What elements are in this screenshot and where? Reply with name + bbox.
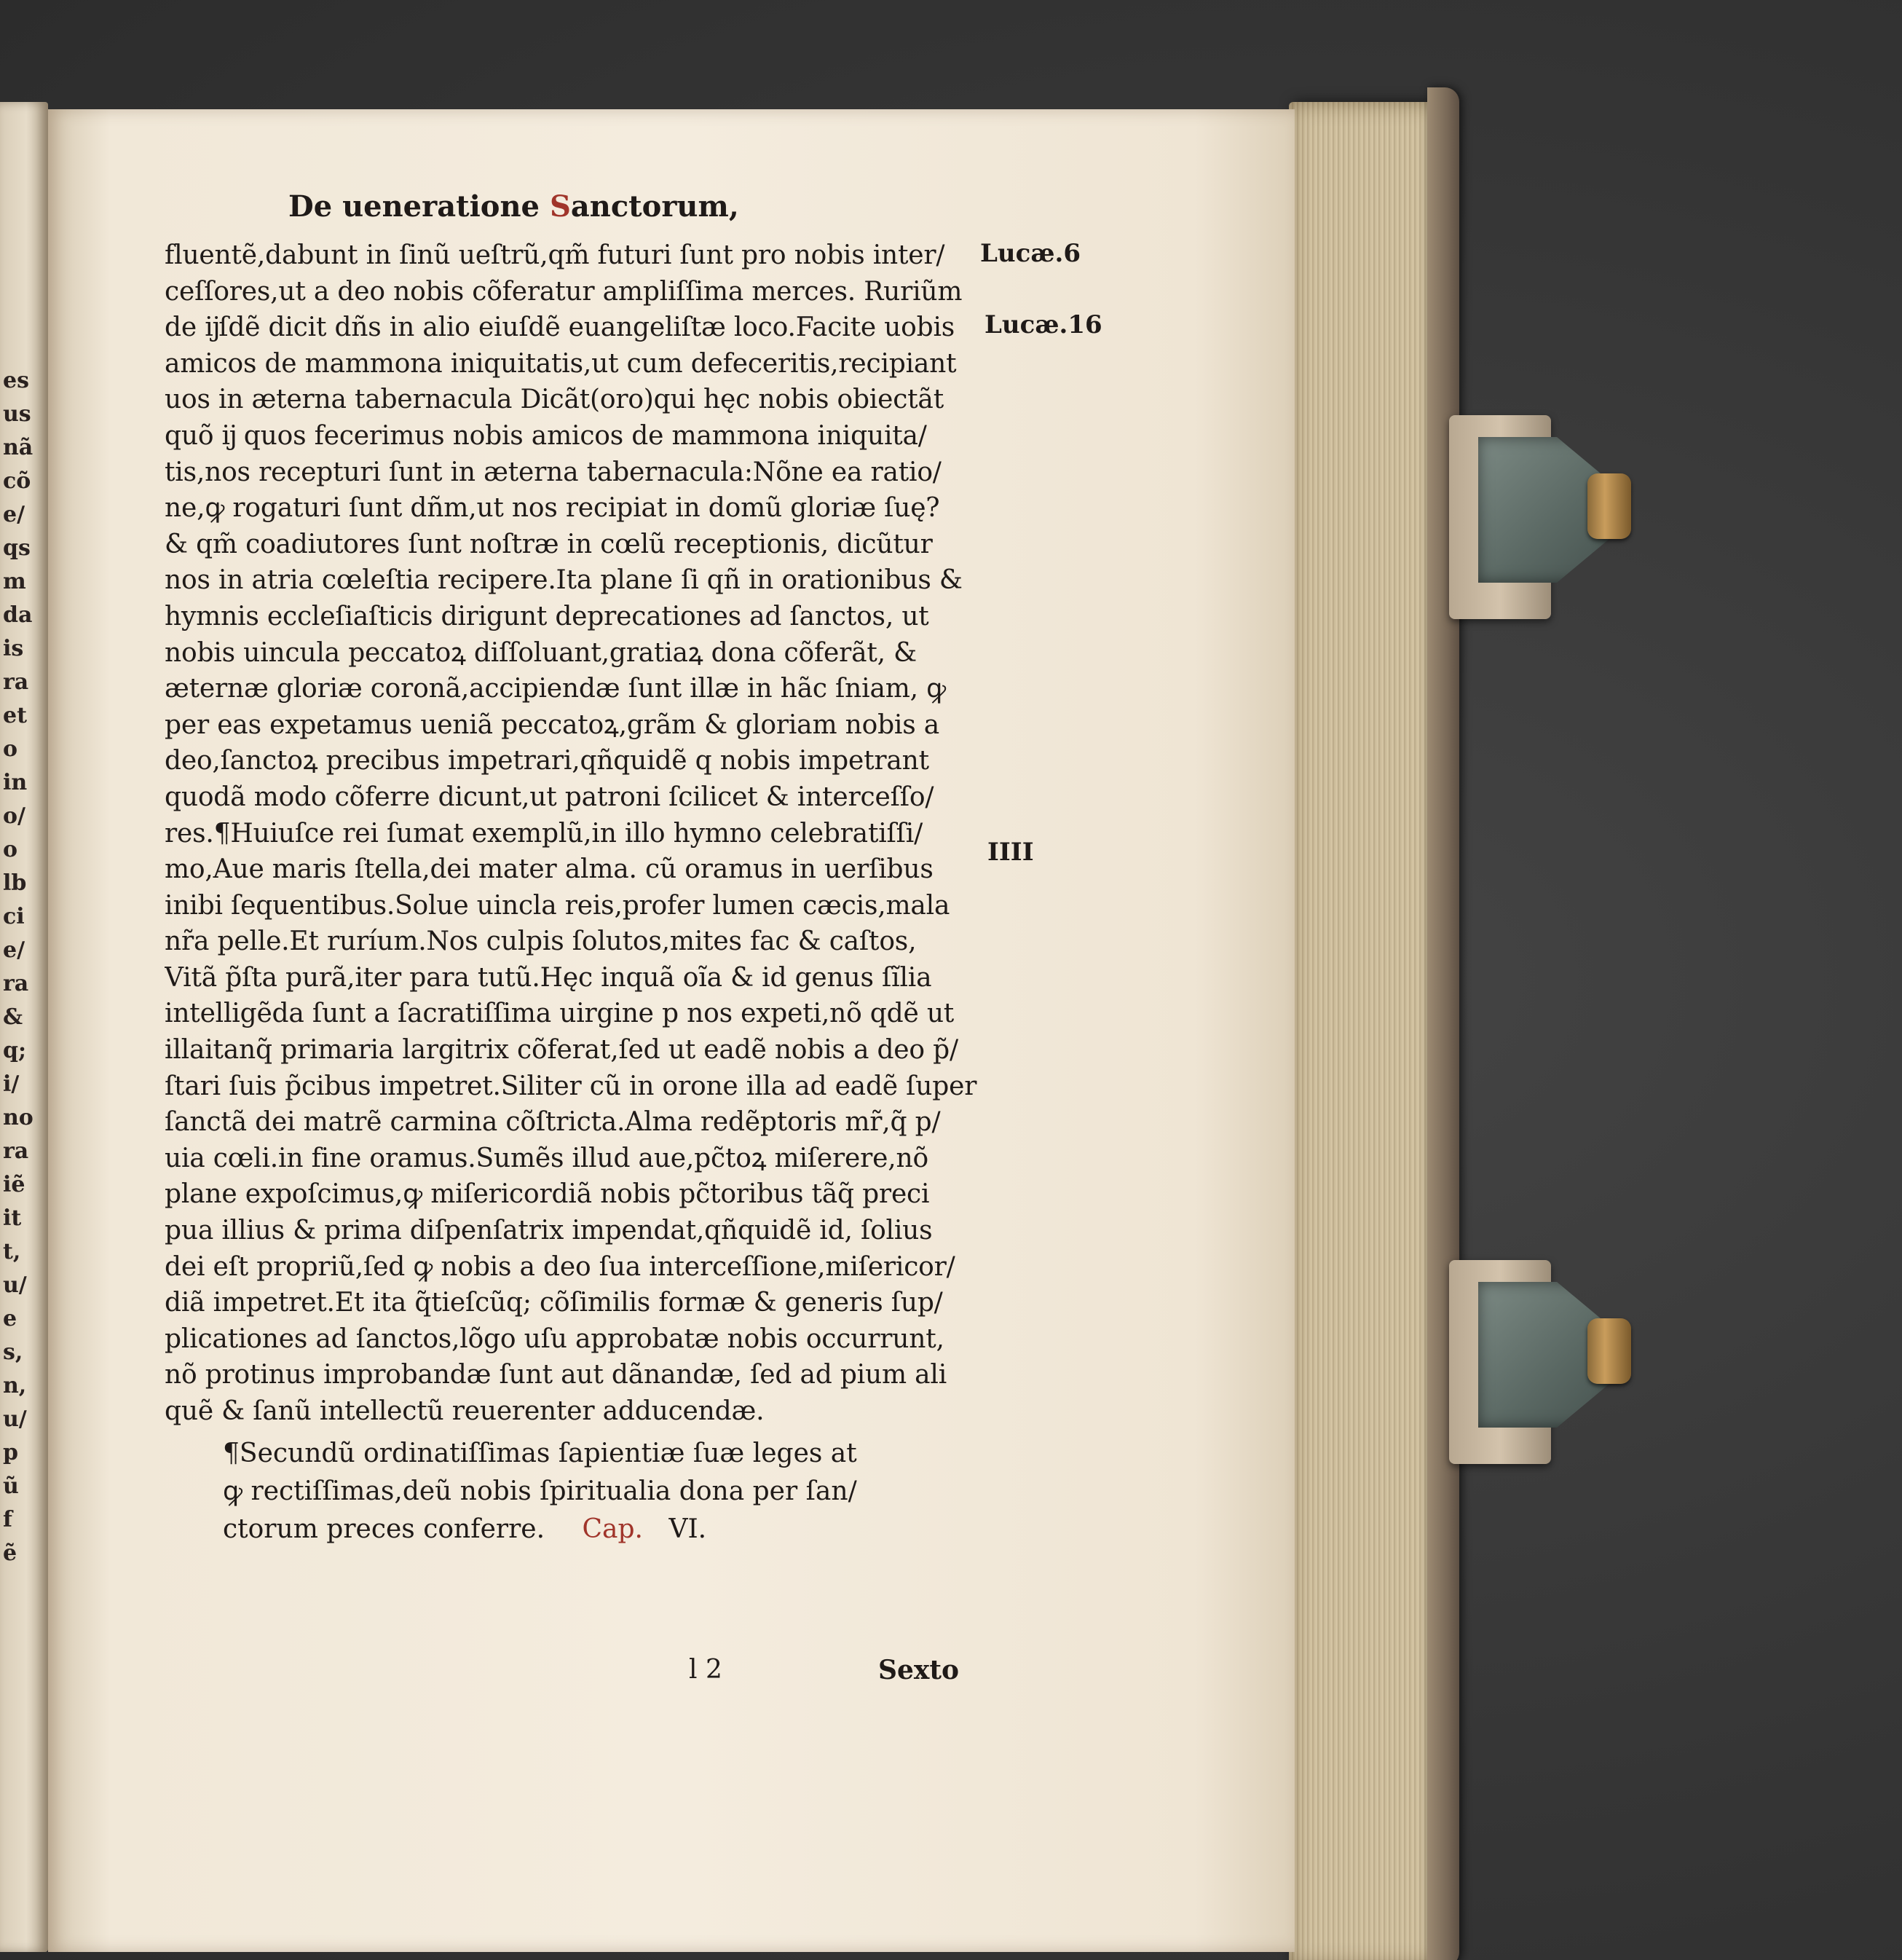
- body-line: nr̃a pelle.Et ruríum.Nos culpis ſolutos,mites fac & caſtos,: [165, 926, 917, 957]
- body-line: intelligẽda ſunt a ſacratiſſima uirgine p nos expeti,nõ qdẽ ut: [165, 999, 955, 1029]
- body-line: illaitanq̃ primaria largitrix cõferat,ſed ut eadẽ nobis a deo p̃/: [165, 1035, 958, 1066]
- page-block-edge: [1289, 102, 1442, 1960]
- body-line: nobis uincula peccatoꝝ diſſoluant,gratiaꝝ dona cõferãt, &: [165, 637, 918, 668]
- body-line: quodã modo cõferre dicunt,ut patroni ſcilicet & interceſſo/: [165, 782, 934, 812]
- body-line: Vitã p̃ſta purã,iter para tutũ.Hęc inquã oĩa & id genus ſĩlia: [165, 962, 932, 993]
- body-line: nõ protinus improbandæ ſunt aut dãnandæ, ſed ad pium ali: [165, 1360, 947, 1390]
- left-page-fragment: in: [3, 770, 28, 795]
- left-page-fragment: et: [3, 703, 27, 728]
- left-page-fragment: is: [3, 636, 24, 661]
- left-page-fragment: us: [3, 401, 31, 427]
- chapter-heading: [223, 1435, 951, 1548]
- left-page-text-fragments: [3, 364, 47, 1570]
- chapter-heading-line-3: [223, 1511, 951, 1548]
- body-line: hymnis eccleſiaſticis dirigunt deprecationes ad ſanctos, ut: [165, 601, 929, 631]
- left-page-fragment: o: [3, 736, 18, 762]
- body-line: uia cœli.in fine oramus.Sumẽs illud aue,pc̃toꝝ miſerere,nõ: [165, 1143, 928, 1173]
- left-page-fragment: ẽ: [3, 1540, 17, 1566]
- left-page-fragment: no: [3, 1105, 33, 1130]
- body-line: ne,ꝙ rogaturi ſunt dñm,ut nos recipiat in domũ gloriæ ſuę?: [165, 493, 940, 524]
- left-page-fragment: ci: [3, 904, 25, 929]
- body-line: quõ ĳ quos fecerimus nobis amicos de mammona iniquita/: [165, 420, 927, 451]
- left-page-fragment: da: [3, 602, 33, 628]
- left-page-fragment: u/: [3, 1272, 27, 1298]
- body-line: quẽ & ſanũ intellectũ reuerenter adducendæ.: [165, 1396, 765, 1426]
- left-page-fragment: e/: [3, 937, 25, 963]
- body-line: ſanctã dei matrẽ carmina cõſtricta.Alma redẽptoris mr̃,q̃ p/: [165, 1107, 941, 1138]
- body-line: inibi ſequentibus.Solue uincla reis,profer lumen cæcis,mala: [165, 890, 950, 921]
- left-page-fragment: u/: [3, 1406, 27, 1432]
- left-page-fragment: s,: [3, 1339, 23, 1365]
- running-head-pre: De ueneratione: [288, 189, 550, 224]
- left-page-fragment: t,: [3, 1239, 21, 1264]
- upper-clasp: [1449, 393, 1638, 641]
- left-page-fragment: es: [3, 368, 29, 393]
- left-page-fragment: q;: [3, 1038, 27, 1063]
- chapter-heading-line-1: ¶Secundũ ordinatiſſimas ſapientiæ ſuæ leges at: [223, 1438, 857, 1468]
- lower-clasp-pin: [1587, 1318, 1631, 1384]
- body-line: amicos de mammona iniquitatis,ut cum defeceritis,recipiant: [165, 348, 957, 379]
- body-line: æternæ gloriæ coronã,accipiendæ ſunt illæ in hãc ſniam, ꝙ: [165, 674, 946, 704]
- body-line: nos in atria cœleſtia recipere.Ita plane ſi qñ in orationibus &: [165, 565, 963, 596]
- left-page-fragment: it: [3, 1205, 22, 1231]
- back-cover: [1427, 87, 1459, 1960]
- upper-clasp-pin: [1587, 473, 1631, 539]
- body-line: plicationes ad ſanctos,lõgo uſu approbatæ nobis occurrunt,: [165, 1323, 944, 1354]
- chapter-heading-line-2: ꝙ rectiſſimas,deũ nobis ſpiritualia dona per ſan/: [223, 1476, 857, 1506]
- marginal-note-luke-6: Lucæ.6: [980, 239, 1081, 268]
- body-line: dei eſt propriũ,ſed ꝙ nobis a deo ſua interceſſione,miſericor/: [165, 1251, 955, 1282]
- body-line: ceſſores,ut a deo nobis cõferatur ampliſſima merces. Ruriũm: [165, 276, 963, 307]
- chapter-number: VI.: [668, 1514, 707, 1544]
- left-page-fragment: o: [3, 837, 18, 862]
- body-text: [165, 237, 1038, 1430]
- running-head: [288, 189, 739, 224]
- body-line: tis,nos recepturi ſunt in æterna tabernacula:Nõne ea ratio/: [165, 457, 942, 487]
- left-page-fragment: iẽ: [3, 1172, 25, 1197]
- left-page-fragment: qs: [3, 535, 31, 561]
- running-head-rubric-initial: S: [549, 189, 571, 224]
- left-page-fragment: o/: [3, 803, 25, 829]
- body-line: deo,ſanctoꝝ precibus impetrari,qñquidẽ q nobis impetrant: [165, 746, 929, 776]
- left-page-fragment: n,: [3, 1373, 27, 1398]
- body-line: de ĳſdẽ dicit dñs in alio eiuſdẽ euangeliſtæ loco.Facite uobis: [165, 312, 955, 343]
- body-line: per eas expetamus ueniã peccatoꝝ,grãm & gloriam nobis a: [165, 709, 940, 740]
- body-line: ſtari ſuis p̃cibus impetret.Siliter cũ in orone illa ad eadẽ ſuper: [165, 1071, 977, 1101]
- left-page-edge: [0, 102, 48, 1952]
- printed-page: [48, 109, 1295, 1952]
- body-line: pua illius & prima diſpenſatrix impendat,qñquidẽ id, ſolius: [165, 1216, 933, 1246]
- left-page-fragment: ra: [3, 971, 29, 996]
- chapter-label: Cap.: [582, 1514, 643, 1544]
- catchword: Sexto: [878, 1655, 960, 1685]
- body-line: & qm̃ coadiutores ſunt noſtræ in cœlũ receptionis, dicũtur: [165, 529, 933, 559]
- left-page-fragment: lb: [3, 870, 27, 896]
- running-head-post: anctorum,: [570, 189, 739, 224]
- left-page-fragment: cõ: [3, 468, 31, 494]
- left-page-fragment: ũ: [3, 1473, 19, 1499]
- left-page-fragment: m: [3, 569, 26, 594]
- left-page-fragment: e: [3, 1306, 17, 1331]
- left-page-fragment: p: [3, 1440, 18, 1465]
- left-page-fragment: ra: [3, 669, 29, 695]
- left-page-fragment: f: [3, 1507, 12, 1532]
- body-line: mo,Aue maris ſtella,dei mater alma. cũ oramus in uerſibus: [165, 854, 934, 885]
- body-line: diã impetret.Et ita q̃tieſcũq; cõſimilis formæ & generis ſup/: [165, 1288, 943, 1318]
- marginal-roman-numeral: IIII: [987, 838, 1034, 867]
- signature-mark: l 2: [689, 1655, 722, 1685]
- left-page-fragment: nã: [3, 435, 33, 460]
- left-page-fragment: e/: [3, 502, 25, 527]
- body-line: plane expoſcimus,ꝙ miſericordiã nobis pc̃toribus tãq̃ preci: [165, 1179, 930, 1210]
- chapter-heading-line-3-text: ctorum preces conferre.: [223, 1514, 545, 1544]
- left-page-fragment: i/: [3, 1071, 20, 1097]
- left-page-fragment: ra: [3, 1138, 29, 1164]
- marginal-note-luke-16: Lucæ.16: [984, 310, 1102, 339]
- body-line: fluentẽ,dabunt in ſinũ ueſtrũ,qm̃ futuri ſunt pro nobis inter/: [165, 240, 945, 270]
- body-line: uos in æterna tabernacula Dicãt(oro)qui hęc nobis obiectãt: [165, 385, 944, 415]
- body-line: res.¶Huiuſce rei ſumat exemplũ,in illo hymno celebratiſſi/: [165, 818, 923, 849]
- left-page-fragment: &: [3, 1004, 23, 1030]
- lower-clasp: [1449, 1238, 1638, 1486]
